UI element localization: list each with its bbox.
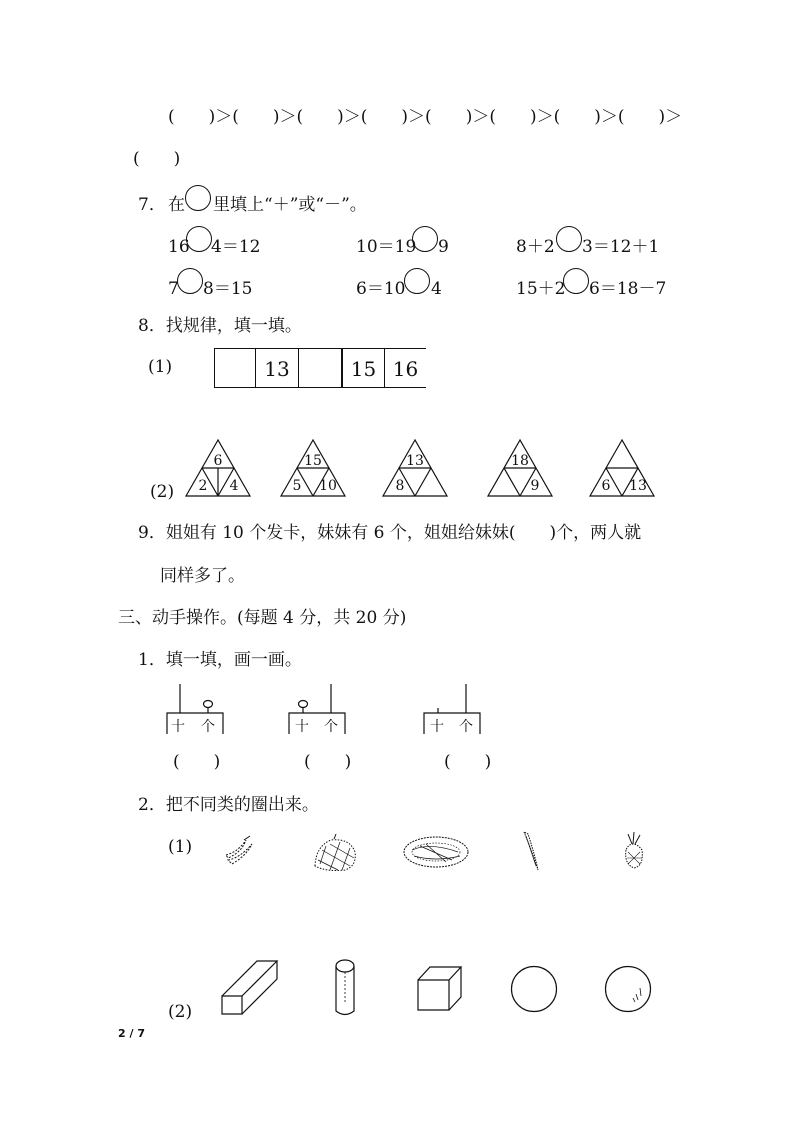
abacus-tens-label: 十	[430, 719, 444, 735]
triangle-top-number: 15	[304, 453, 322, 469]
q7-eq-5-left: 6＝10	[356, 279, 406, 299]
triangle-left-number: 6	[601, 478, 611, 494]
circle-icon	[512, 967, 557, 1012]
q8-part2-label: (2)	[150, 482, 175, 502]
triangle-right-number: 13	[629, 478, 647, 494]
q8-part1-label: (1)	[148, 357, 173, 377]
triangle-top-number: 13	[406, 453, 424, 469]
sphere-icon	[606, 967, 651, 1012]
abacus-tens-label: 十	[295, 719, 309, 735]
q7-eq-2-left: 10＝19	[356, 237, 417, 257]
q7-label: 7．	[138, 195, 166, 215]
q7-eq-5-right: 4	[431, 279, 442, 299]
triangle-left-number: 2	[198, 478, 208, 494]
q9-text-line: 9．姐姐有 10 个发卡，妹妹有 6 个，姐姐给妹妹( )个，两人就	[138, 523, 642, 543]
s3q2-part2-label: (2)	[168, 1002, 193, 1022]
q7-eq-4-right: 8＝15	[203, 279, 253, 299]
section-3-title: 三、动手操作。(每题 4 分，共 20 分)	[118, 608, 407, 628]
triangle-right-number: 9	[530, 478, 540, 494]
s3q1-label: 1．填一填，画一画。	[138, 650, 302, 670]
abacus-answer-blank[interactable]: ( )	[304, 752, 352, 772]
abacus-answer-blank[interactable]: ( )	[444, 752, 492, 772]
q7-eq-1-left: 16	[168, 237, 190, 257]
triangle-right-number: 4	[229, 478, 239, 494]
q7-eq-3-left: 8＋2	[516, 237, 555, 257]
number-box: 15	[342, 348, 385, 388]
page-number: 2 / 7	[118, 1027, 145, 1040]
abacus-answer-blank[interactable]: ( )	[173, 752, 221, 772]
number-box: 13	[256, 348, 299, 388]
s3q2-label: 2．把不同类的圈出来。	[138, 795, 319, 815]
triangle-left-number: 5	[292, 478, 302, 494]
triangle-right-number: 10	[319, 478, 337, 494]
cylinder-icon	[336, 960, 354, 1015]
cube-icon	[418, 967, 461, 1010]
q7-eq-6-left: 15＋2	[516, 279, 566, 299]
q7-eq-1-right: 4＝12	[211, 237, 261, 257]
q7-text-b: 里填上“＋”或“－”。	[213, 195, 367, 215]
s3q2-part1-label: (1)	[168, 837, 193, 857]
q9-text-line-end: 同样多了。	[160, 566, 245, 586]
triangle-top-number: 6	[213, 453, 223, 469]
q7-text-a: 在	[168, 195, 185, 215]
triangle-left-number: 8	[395, 478, 405, 494]
q8-label: 8．找规律，填一填。	[138, 316, 302, 336]
q7-eq-3-right: 3＝12＋1	[582, 237, 660, 257]
abacus-ones-label: 个	[201, 719, 215, 735]
abacus-ones-label: 个	[324, 719, 338, 735]
q6-order-line-end: ( )	[133, 149, 181, 169]
cuboid-icon	[222, 961, 277, 1014]
number-box: 16	[385, 348, 426, 388]
abacus-tens-label: 十	[171, 719, 185, 735]
q7-eq-6-right: 6＝18－7	[589, 279, 667, 299]
q7-eq-4-left: 7	[168, 279, 179, 299]
q7-eq-2-right: 9	[438, 237, 449, 257]
triangle-top-number: 18	[511, 453, 529, 469]
q6-order-line: ( )＞( )＞( )＞( )＞( )＞( )＞( )＞( )＞	[168, 107, 683, 127]
abacus-ones-label: 个	[459, 719, 473, 735]
